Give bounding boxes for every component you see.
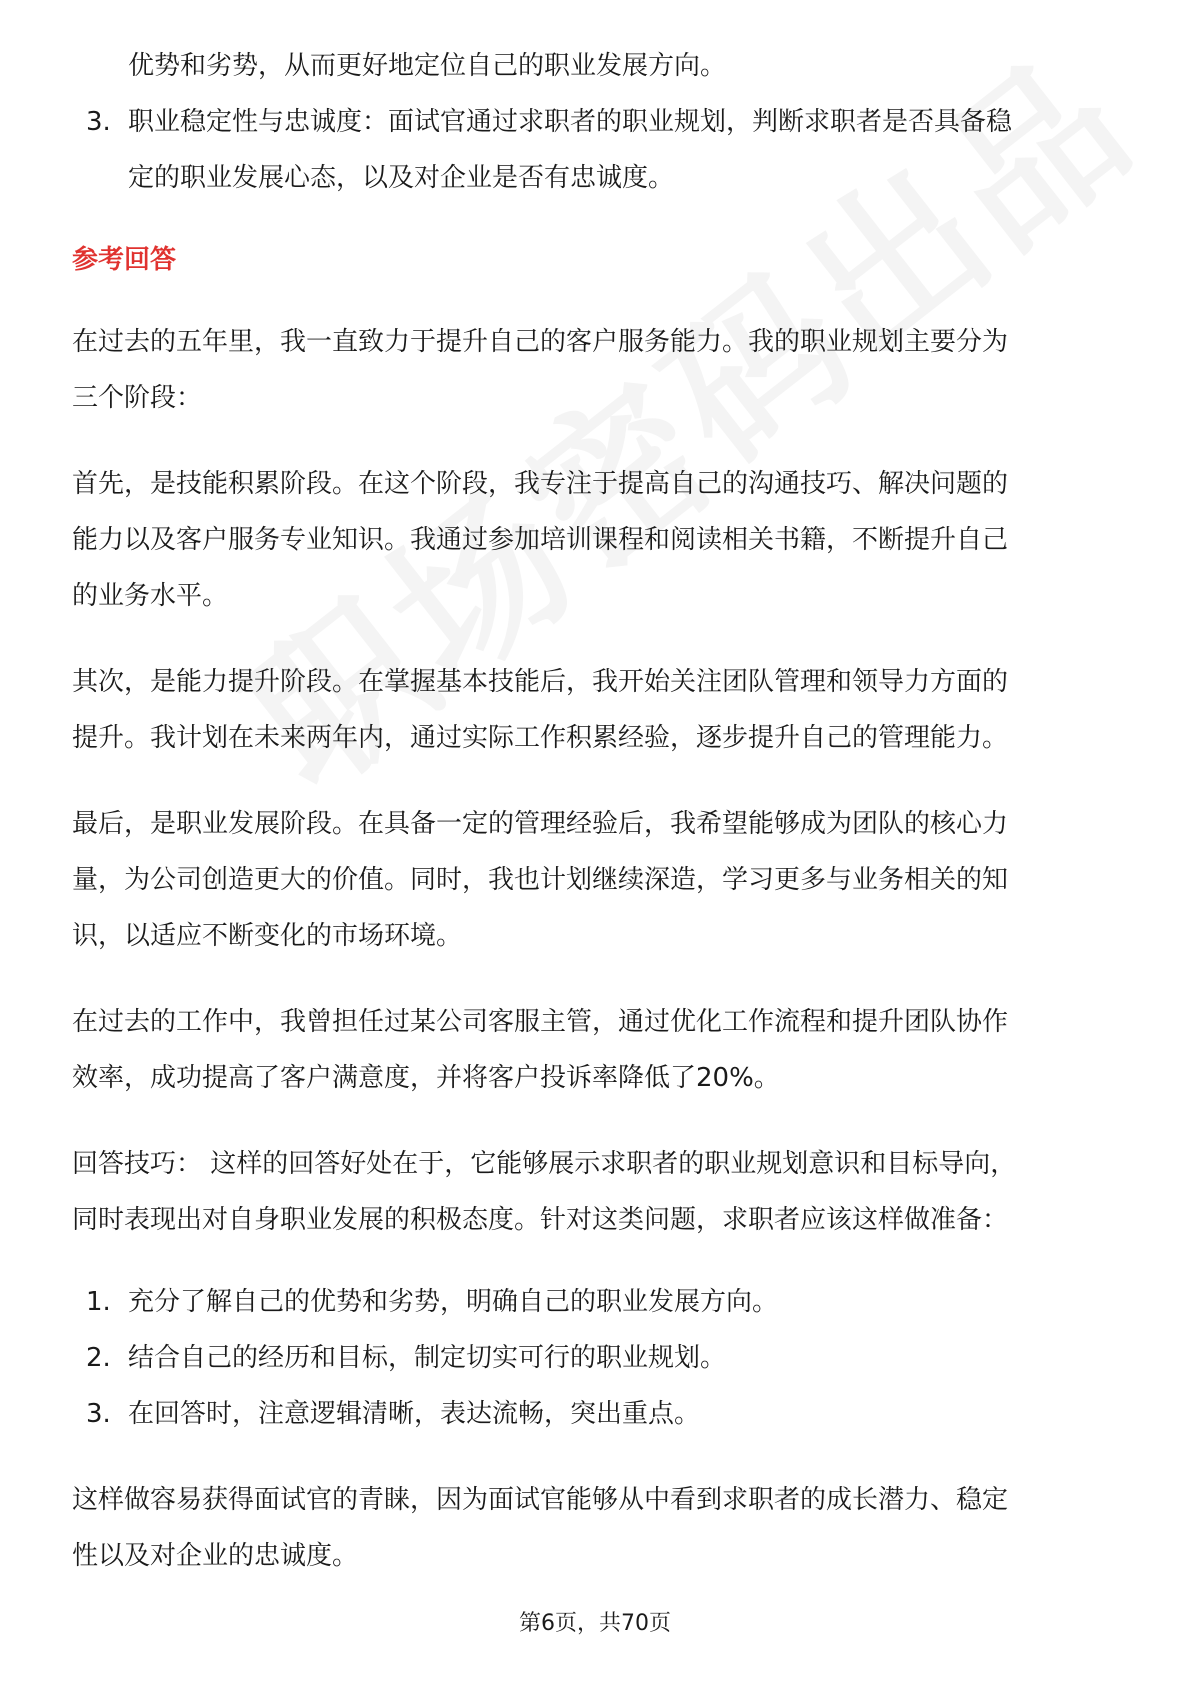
paragraph-line: 其次，是能力提升阶段。在掌握基本技能后，我开始关注团队管理和领导力方面的 — [72, 667, 1009, 697]
list-item — [72, 94, 1122, 206]
paragraph-line: 在过去的工作中，我曾担任过某公司客服主管，通过优化工作流程和提升团队协作 — [72, 1007, 1009, 1037]
paragraph-line: 在过去的五年里，我一直致力于提升自己的客户服务能力。我的职业规划主要分为 — [72, 327, 1009, 357]
paragraph-line: 最后，是职业发展阶段。在具备一定的管理经验后，我希望能够成为团队的核心力 — [72, 809, 1009, 839]
list-item-text: 定的职业发展心态，以及对企业是否有忠诚度。 — [128, 163, 675, 193]
paragraph-line: 提升。我计划在未来两年内，通过实际工作积累经验，逐步提升自己的管理能力。 — [72, 723, 1009, 753]
paragraph-line: 同时表现出对自身职业发展的积极态度。针对这类问题，求职者应该这样做准备： — [72, 1205, 1009, 1235]
paragraph — [72, 654, 1122, 766]
list-item-text: 在回答时，注意逻辑清晰，表达流畅，突出重点。 — [128, 1399, 701, 1429]
page-content — [72, 38, 1122, 1584]
list-item — [72, 1274, 1122, 1330]
list-item-text: 充分了解自己的优势和劣势，明确自己的职业发展方向。 — [128, 1287, 779, 1317]
list-item — [72, 1386, 1122, 1442]
paragraph — [72, 796, 1122, 964]
paragraph-line: 能力以及客户服务专业知识。我通过参加培训课程和阅读相关书籍，不断提升自己 — [72, 525, 1009, 555]
paragraph — [72, 1472, 1122, 1584]
page-number: 第6页，共70页 — [519, 1611, 671, 1636]
paragraph-line: 三个阶段： — [72, 383, 203, 413]
list-number: 2. — [86, 1343, 111, 1373]
paragraph-line: 识，以适应不断变化的市场环境。 — [72, 921, 463, 951]
paragraph-line: 量，为公司创造更大的价值。同时，我也计划继续深造，学习更多与业务相关的知 — [72, 865, 1009, 895]
list-number: 1. — [86, 1287, 111, 1317]
paragraph-line: 性以及对企业的忠诚度。 — [72, 1541, 359, 1571]
paragraph-line: 的业务水平。 — [72, 581, 229, 611]
list-item — [72, 1330, 1122, 1386]
paragraph-line: 首先，是技能积累阶段。在这个阶段，我专注于提高自己的沟通技巧、解决问题的 — [72, 469, 1009, 499]
paragraph — [72, 1136, 1122, 1248]
paragraph-line: 这样做容易获得面试官的青睐，因为面试官能够从中看到求职者的成长潜力、稳定 — [72, 1485, 1009, 1515]
list-number: 3. — [86, 1399, 111, 1429]
paragraph — [72, 456, 1122, 624]
continuation-line: 优势和劣势，从而更好地定位自己的职业发展方向。 — [128, 51, 727, 81]
paragraph — [72, 314, 1122, 426]
list-number: 3. — [86, 107, 111, 137]
paragraph-line: 效率，成功提高了客户满意度，并将客户投诉率降低了20%。 — [72, 1063, 780, 1093]
list-item-text: 职业稳定性与忠诚度：面试官通过求职者的职业规划，判断求职者是否具备稳 — [128, 107, 1013, 137]
paragraph — [72, 994, 1122, 1106]
list-item-text: 结合自己的经历和目标，制定切实可行的职业规划。 — [128, 1343, 727, 1373]
section-heading: 参考回答 — [72, 245, 177, 275]
tips-list — [72, 1274, 1122, 1442]
paragraph-line: 回答技巧： 这样的回答好处在于，它能够展示求职者的职业规划意识和目标导向， — [72, 1149, 1017, 1179]
